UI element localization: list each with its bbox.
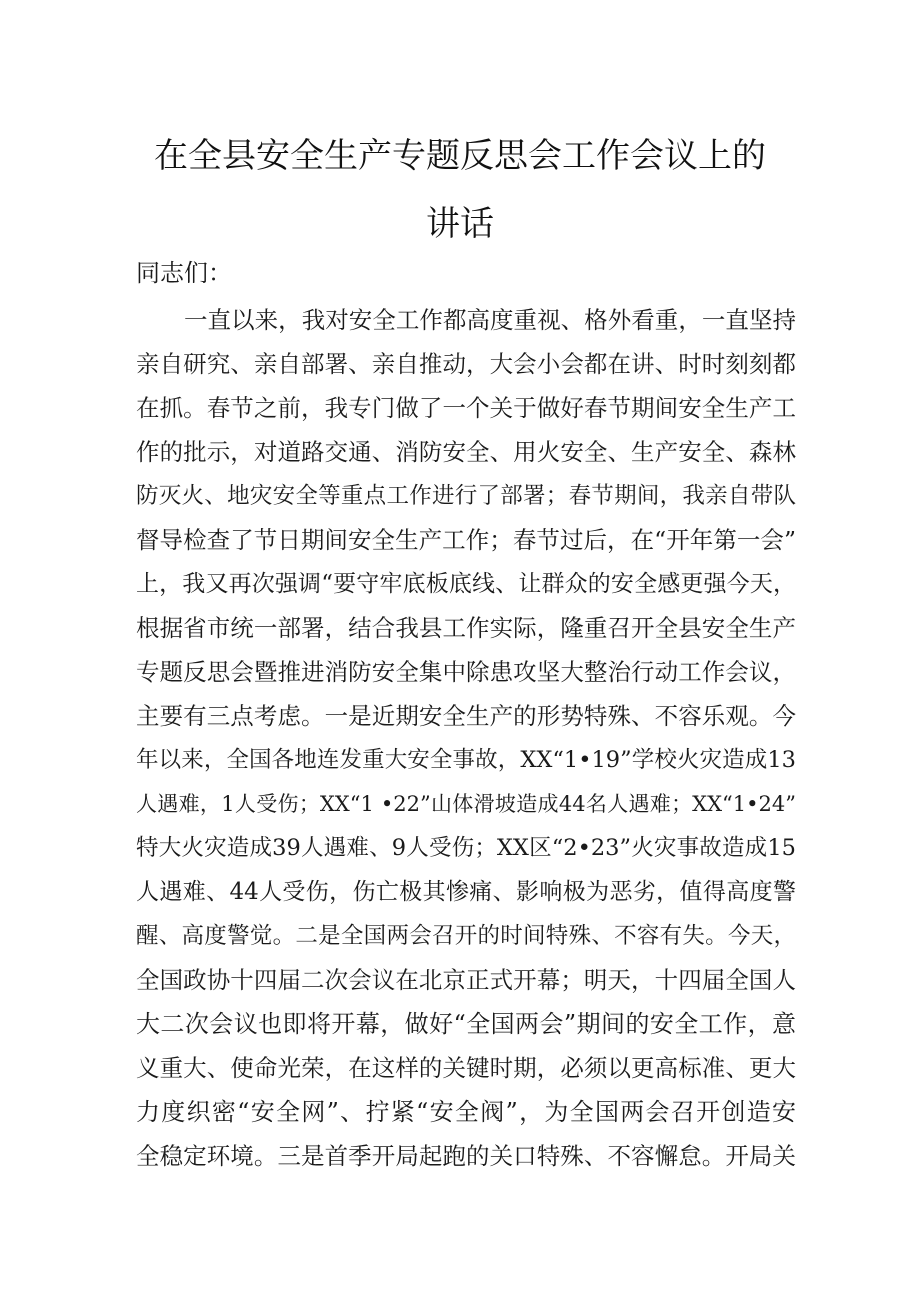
body-line: 全稳定环境。三是首季开局起跑的关口特殊、不容懈怠。开局关	[136, 1142, 796, 1170]
body-line: 特大火灾造成39人遇难、9人受伤；XX区“2•23”火灾事故造成15	[136, 835, 796, 861]
body-line: 年以来，全国各地连发重大安全事故，XX“1•19”学校火灾造成13	[136, 747, 796, 773]
body-line: 力度织密“安全网”、拧紧“安全阀”，为全国两会召开创造安	[136, 1098, 796, 1126]
body-line: 醒、高度警觉。二是全国两会召开的时间特殊、不容有失。今天，	[136, 923, 796, 949]
body-line: 督导检查了节日期间安全生产工作；春节过后，在“开年第一会”	[136, 526, 796, 554]
body-line: 在抓。春节之前，我专门做了一个关于做好春节期间安全生产工	[136, 394, 796, 422]
salutation: 同志们：	[136, 259, 232, 287]
body-line: 主要有三点考虑。一是近期安全生产的形势特殊、不容乐观。今	[136, 702, 796, 730]
body-line: 专题反思会暨推进消防安全集中除患攻坚大整治行动工作会议，	[136, 658, 796, 686]
body-line: 人遇难，1人受伤；XX“1 •22”山体滑坡造成44名人遇难；XX“1•24”	[136, 792, 796, 816]
body-line: 人遇难、44人受伤，伤亡极其惨痛、影响极为恶劣，值得高度警	[136, 879, 796, 905]
body-line: 作的批示，对道路交通、消防安全、用火安全、生产安全、森林	[136, 438, 796, 466]
body-line: 大二次会议也即将开幕，做好“全国两会”期间的安全工作，意	[136, 1010, 796, 1038]
body-line: 一直以来，我对安全工作都高度重视、格外看重，一直坚持	[184, 306, 796, 334]
body-line: 根据省市统一部署，结合我县工作实际，隆重召开全县安全生产	[136, 614, 796, 642]
body-line: 全国政协十四届二次会议在北京正式开幕；明天，十四届全国人	[136, 966, 796, 994]
document-title-line-1: 在全县安全生产专题反思会工作会议上的	[154, 136, 766, 176]
body-line: 上，我又再次强调“要守牢底板底线、让群众的安全感更强今天，	[136, 571, 796, 597]
body-line: 义重大、使命光荣，在这样的关键时期，必须以更高标准、更大	[136, 1054, 796, 1082]
document-title-line-2: 讲话	[426, 204, 494, 244]
body-line: 防灭火、地灾安全等重点工作进行了部署；春节期间，我亲自带队	[136, 483, 796, 509]
body-line: 亲自研究、亲自部署、亲自推动，大会小会都在讲、时时刻刻都	[136, 350, 796, 378]
